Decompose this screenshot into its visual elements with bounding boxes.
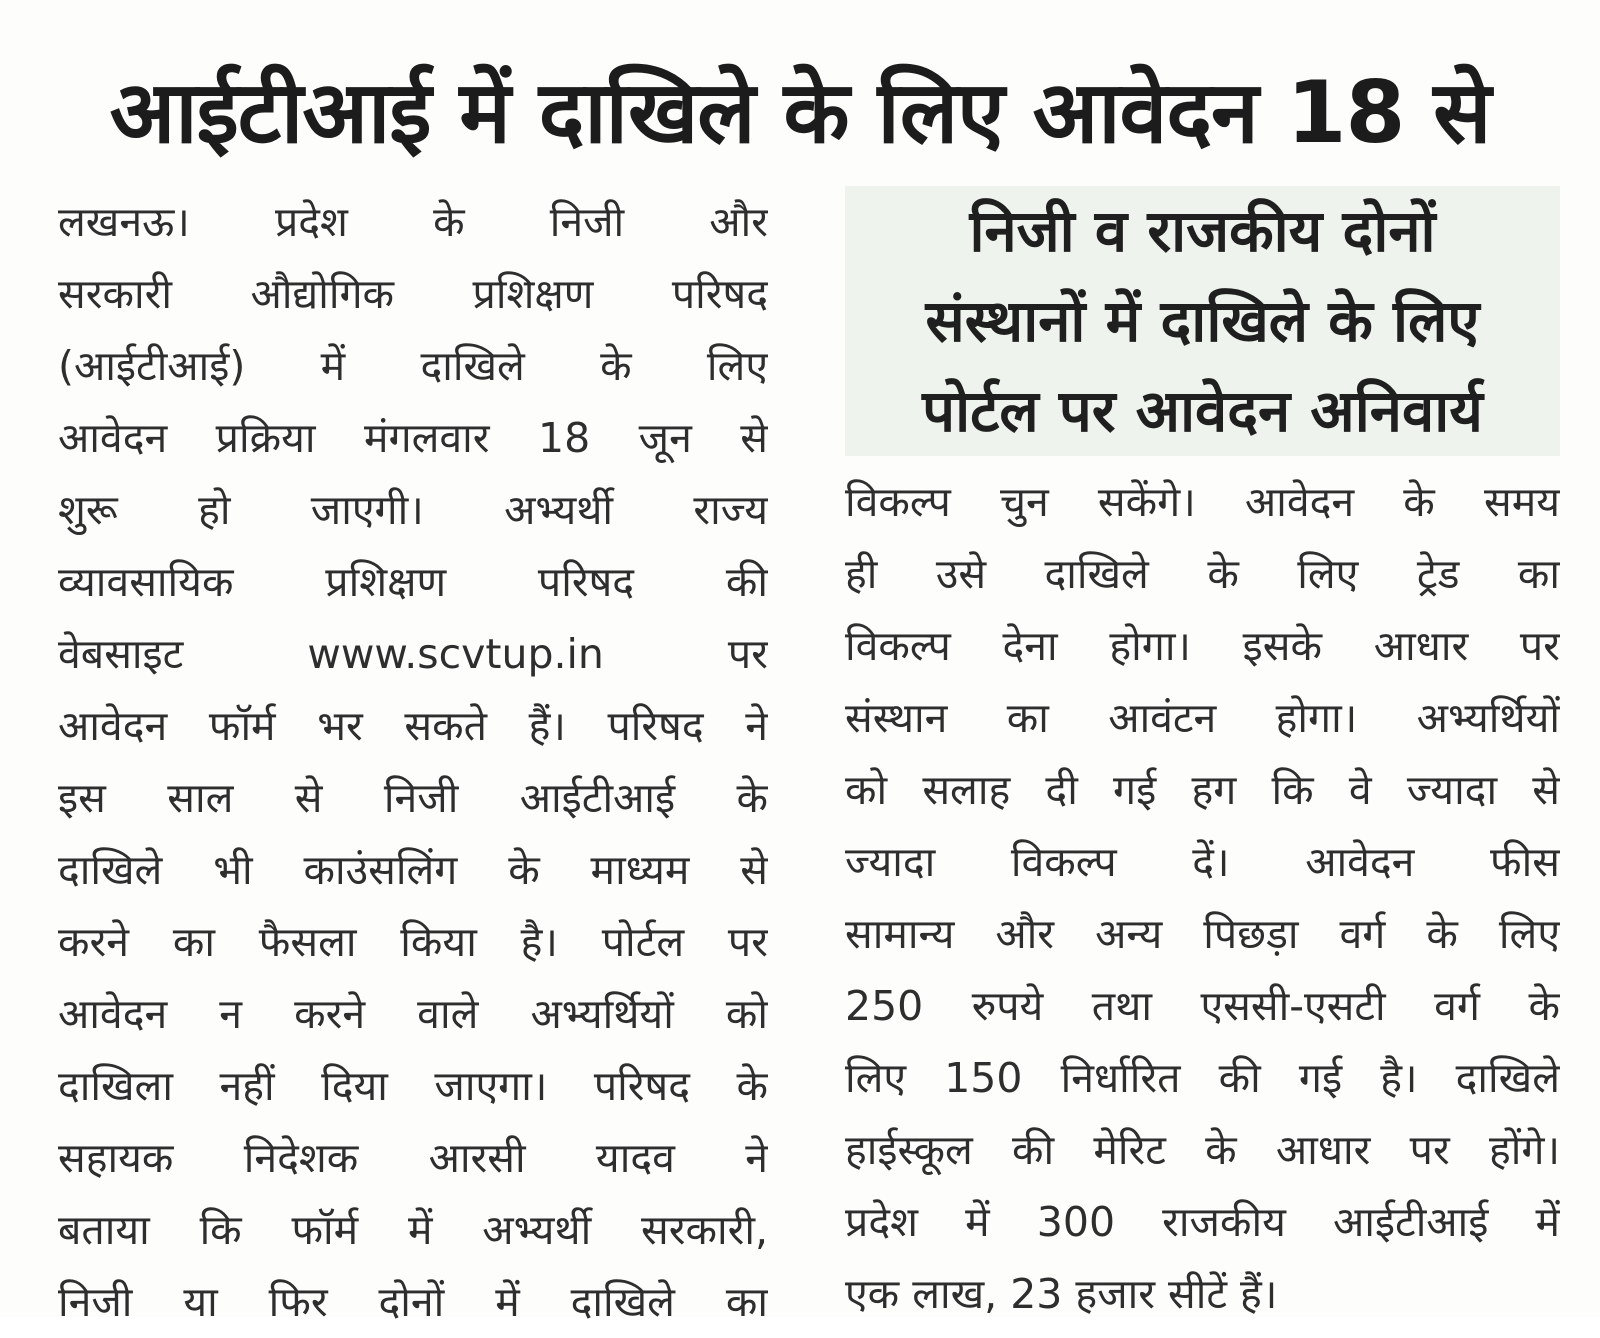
body-line: विकल्प देना होगा। इसके आधार पर	[845, 622, 1560, 670]
body-line: इस साल से निजी आईटीआई के	[58, 774, 768, 822]
body-line: आवेदन न करने वाले अभ्यर्थियों को	[58, 990, 768, 1038]
body-line: दाखिले भी काउंसलिंग के माध्यम से	[58, 846, 768, 894]
left-column	[58, 186, 768, 1326]
body-line: संस्थान का आवंटन होगा। अभ्यर्थियों	[845, 694, 1560, 742]
subheadline-line: संस्थानों में दाखिले के लिए	[925, 287, 1480, 355]
body-line: सहायक निदेशक आरसी यादव ने	[58, 1134, 768, 1182]
body-line: विकल्प चुन सकेंगे। आवेदन के समय	[845, 478, 1560, 526]
body-line: वेबसाइट www.scvtup.in पर	[58, 630, 768, 678]
body-line: लखनऊ। प्रदेश के निजी और	[58, 198, 768, 246]
body-line: करने का फैसला किया है। पोर्टल पर	[58, 918, 768, 966]
body-line: ज्यादा विकल्प दें। आवेदन फीस	[845, 838, 1560, 886]
body-line: एक लाख, 23 हजार सीटें हैं।	[845, 1270, 1278, 1318]
body-line: हाईस्कूल की मेरिट के आधार पर होंगे।	[845, 1126, 1560, 1174]
body-line: शुरू हो जाएगी। अभ्यर्थी राज्य	[58, 486, 768, 534]
body-line: व्यावसायिक प्रशिक्षण परिषद की	[58, 558, 768, 606]
body-line: लिए 150 निर्धारित की गई है। दाखिले	[845, 1054, 1560, 1102]
body-line: को सलाह दी गई हग कि वे ज्यादा से	[845, 766, 1560, 814]
subheadline-line: पोर्टल पर आवेदन अनिवार्य	[922, 377, 1483, 445]
body-line: ही उसे दाखिले के लिए ट्रेड का	[845, 550, 1560, 598]
body-line: आवेदन प्रक्रिया मंगलवार 18 जून से	[58, 414, 768, 462]
body-line: (आईटीआई) में दाखिले के लिए	[58, 342, 768, 390]
body-line: सामान्य और अन्य पिछड़ा वर्ग के लिए	[845, 910, 1560, 958]
headline: आईटीआई में दाखिले के लिए आवेदन 18 से	[109, 63, 1491, 163]
body-line: प्रदेश में 300 राजकीय आईटीआई में	[845, 1198, 1560, 1246]
body-line: 250 रुपये तथा एससी-एसटी वर्ग के	[845, 982, 1560, 1030]
body-line: निजी या फिर दोनों में दाखिले का	[58, 1278, 768, 1326]
body-line: बताया कि फॉर्म में अभ्यर्थी सरकारी,	[58, 1206, 768, 1254]
right-column-body	[845, 466, 1560, 1330]
body-line: सरकारी औद्योगिक प्रशिक्षण परिषद	[58, 270, 768, 318]
body-line: आवेदन फॉर्म भर सकते हैं। परिषद ने	[58, 702, 768, 750]
subheadline-box	[845, 186, 1560, 456]
subheadline-line: निजी व राजकीय दोनों	[969, 197, 1436, 265]
body-line: दाखिला नहीं दिया जाएगा। परिषद के	[58, 1062, 768, 1110]
right-column	[845, 186, 1560, 1318]
